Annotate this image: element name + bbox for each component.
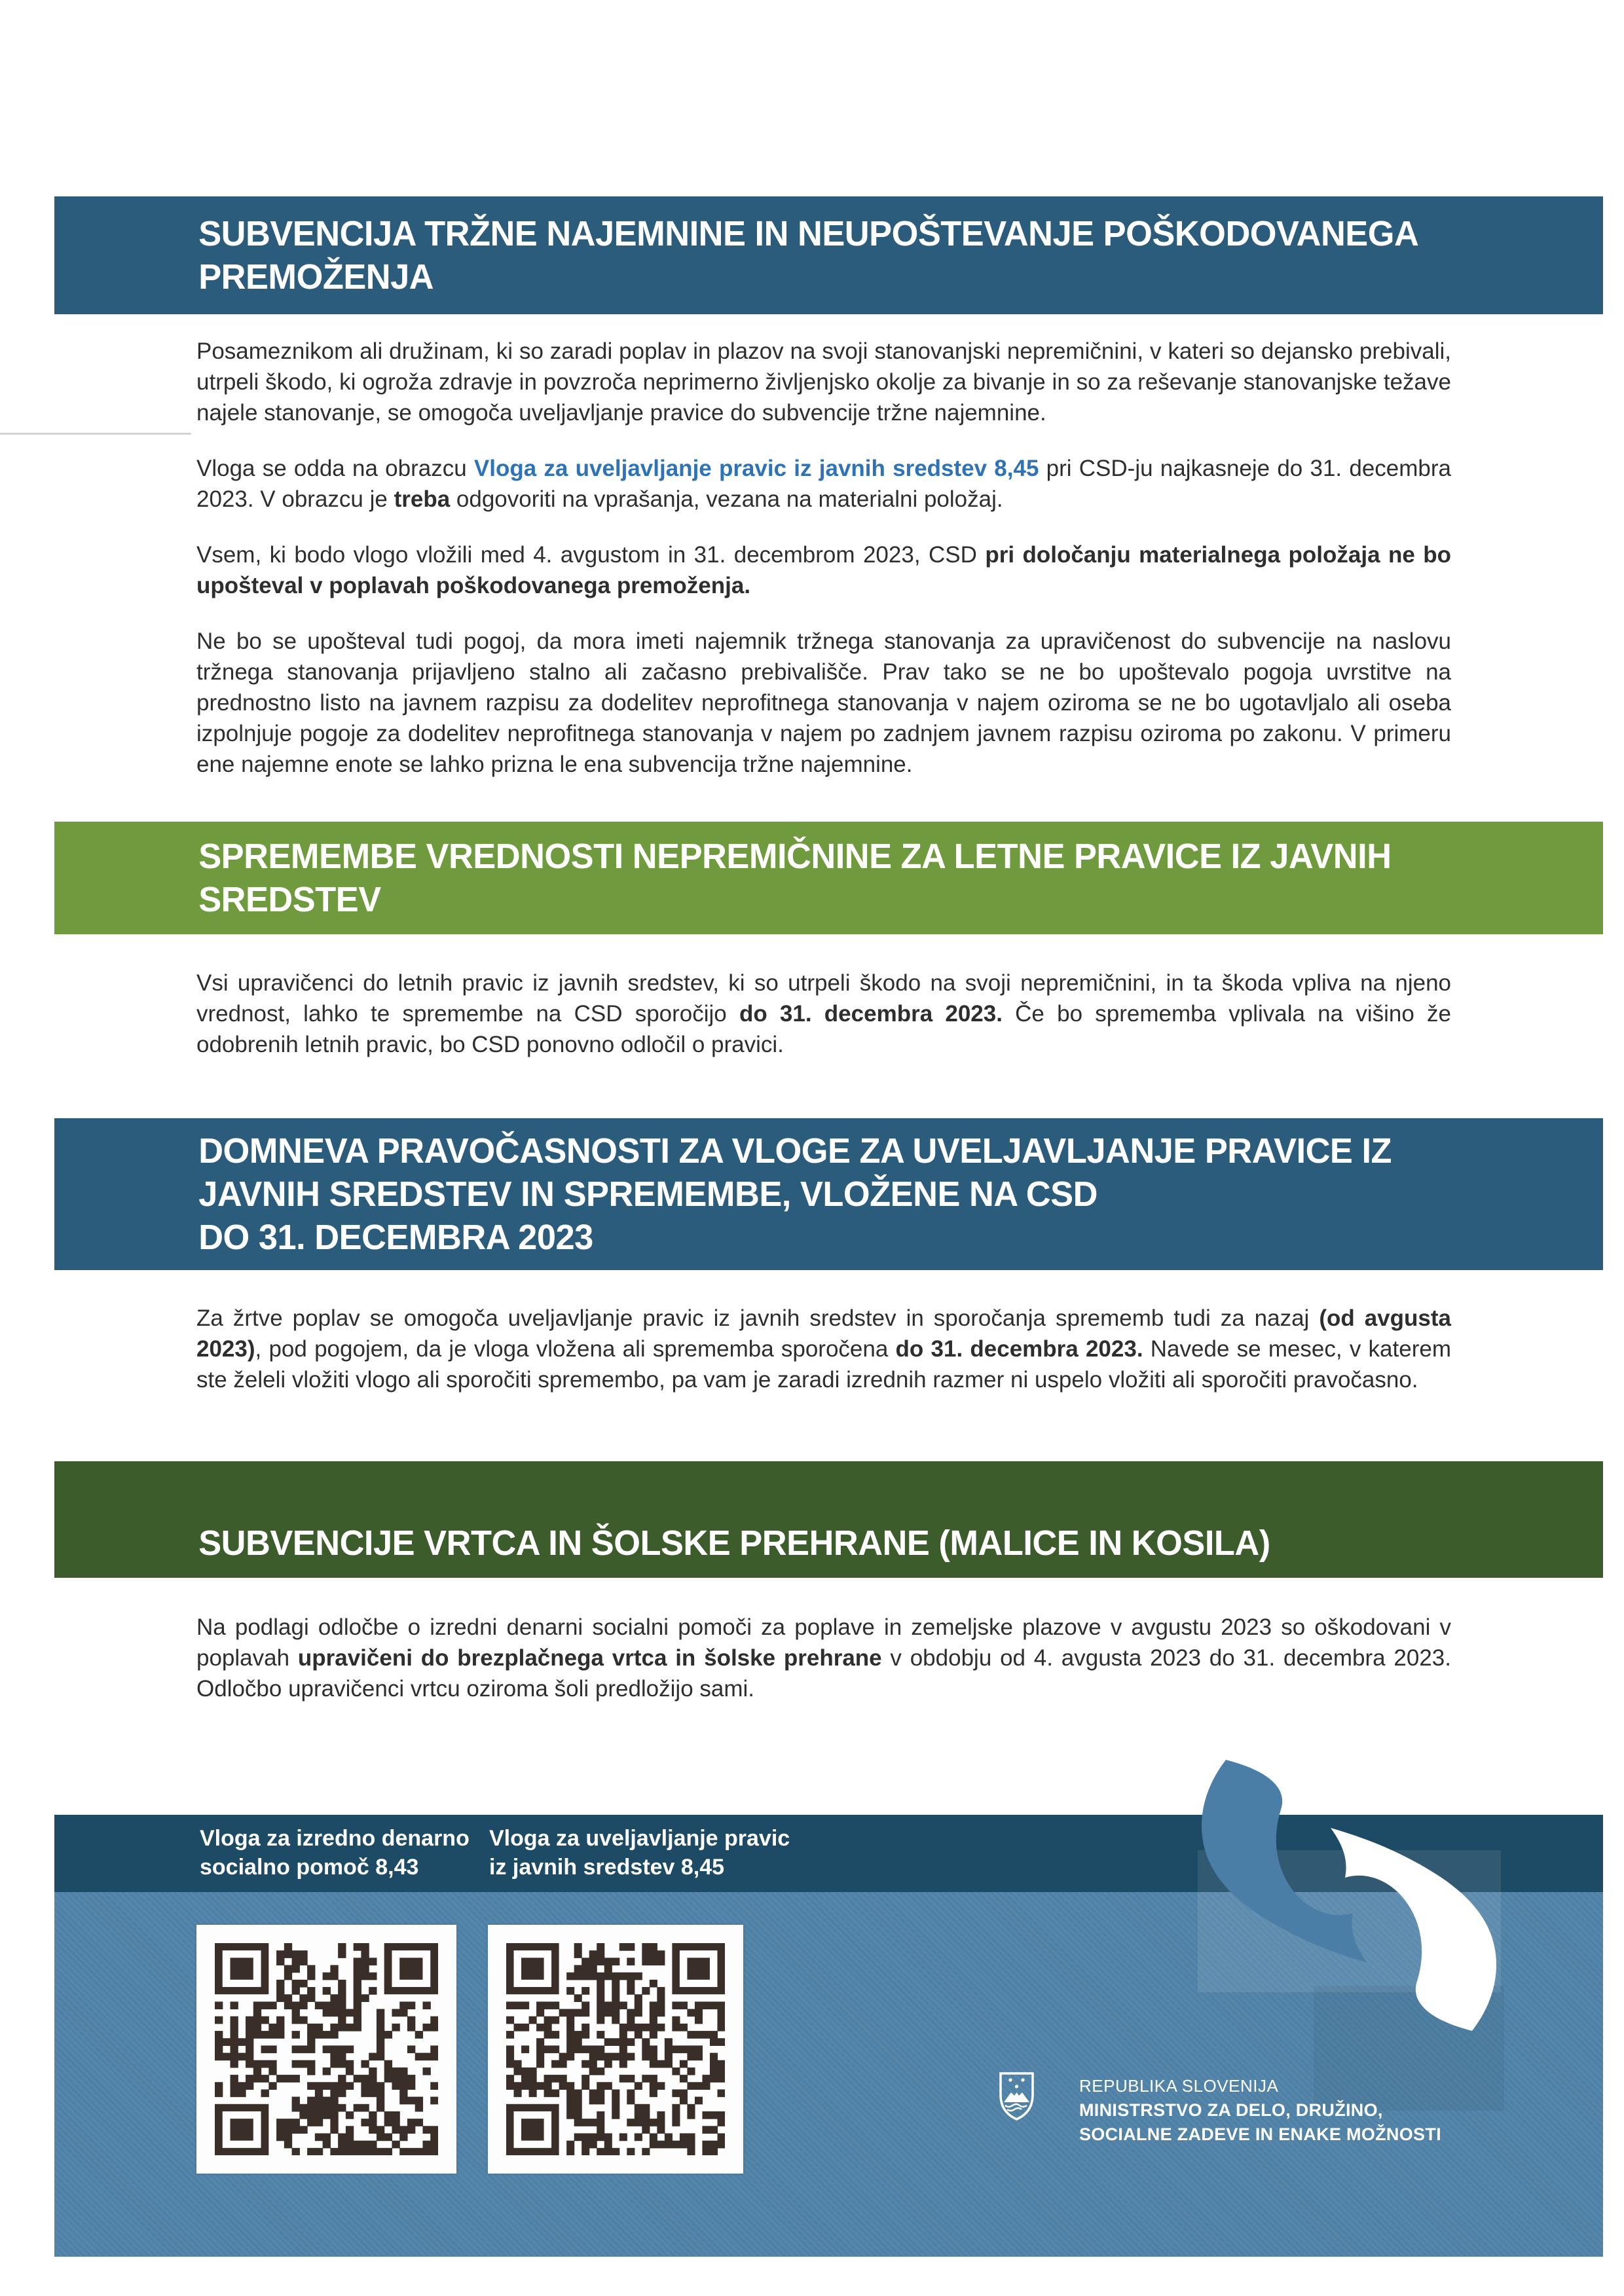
text-segment: v obdobju od 4. avgusta 2023 do 31. decembra 2023. Odločbo upravičenci vrtcu oziroma šoli predložijo sami. xyxy=(196,1645,1451,1702)
text-segment-bold: do 31. decembra 2023. xyxy=(739,1001,1003,1027)
text-segment-bold: do 31. decembra 2023. xyxy=(895,1336,1143,1362)
section1-title: SUBVENCIJA TRŽNE NAJEMNINE IN NEUPOŠTEVANJE POŠKODOVANEGA PREMOŽENJA xyxy=(198,214,1419,297)
text-segment-bold: (od avgusta 2023) xyxy=(196,1305,1451,1362)
text-segment: pri CSD-ju najkasneje do 31. decembra 2023. V obrazcu je xyxy=(196,456,1451,512)
paragraph-domneva xyxy=(196,1303,1451,1395)
paragraph-subvencija-intro xyxy=(196,336,1451,428)
section3-header-bar xyxy=(54,1118,1603,1270)
qr-code-social-assistance-icon xyxy=(196,1925,456,2174)
paragraph-vloga-obrazec xyxy=(196,453,1451,515)
qr-label-social-assistance: Vloga za izredno denarno socialno pomoč 8,43 xyxy=(200,1826,470,1880)
text-segment-bold: pri določanju materialnega položaja ne bo upošteval v poplavah poškodovanega premoženja. xyxy=(196,542,1451,598)
ministry-block xyxy=(997,2070,1441,2147)
paragraph-vrtec-prehrana xyxy=(196,1612,1451,1704)
qr-code-public-funds-icon xyxy=(488,1925,743,2174)
text-segment: , pod pogojem, da je vloga vložena ali sprememba sporočena xyxy=(255,1336,896,1362)
qr-label-public-funds: Vloga za uveljavljanje pravic iz javnih sredstev 8,45 xyxy=(489,1826,790,1880)
section1-header-bar xyxy=(54,196,1603,314)
text-segment-bold: treba xyxy=(394,486,451,512)
section4-header-bar xyxy=(54,1461,1603,1578)
ministry-name: MINISTRSTVO ZA DELO, DRUŽINO, SOCIALNE ZADEVE IN ENAKE MOŽNOSTI xyxy=(1079,2100,1441,2144)
paragraph-pogoji xyxy=(196,626,1451,780)
paragraph-spremembe-vrednosti xyxy=(196,968,1451,1060)
section4-title: SUBVENCIJE VRTCA IN ŠOLSKE PREHRANE (MALICE IN KOSILA) xyxy=(198,1523,1270,1563)
form-name-link: Vloga za uveljavljanje pravic iz javnih sredstev 8,45 xyxy=(473,456,1039,481)
coat-of-arms-icon xyxy=(997,2070,1036,2123)
text-segment: Navede se mesec, v katerem ste želeli vložiti vlogo ali sporočiti spremembo, pa vam je zaradi izrednih razmer ni uspelo vložiti ali sporočiti pravočasno. xyxy=(196,1336,1451,1393)
hands-logo-icon xyxy=(1192,1755,1506,2036)
text-segment: Vsem, ki bodo vlogo vložili med 4. avgustom in 31. decembrom 2023, CSD xyxy=(196,542,986,568)
section2-title: SPREMEMBE VREDNOSTI NEPREMIČNINE ZA LETNE PRAVICE IZ JAVNIH SREDSTEV xyxy=(198,837,1392,919)
section3-title: DOMNEVA PRAVOČASNOSTI ZA VLOGE ZA UVELJAVLJANJE PRAVICE IZ JAVNIH SREDSTEV IN SPREMEMBE, VLOŽENE NA CSD DO 31. DECEMBRA 2023 xyxy=(198,1131,1392,1257)
text-segment: odgovoriti na vprašanja, vezana na materialni položaj. xyxy=(450,486,1003,512)
text-segment: Vloga se odda na obrazcu xyxy=(196,456,474,481)
paragraph-vsem-vlogo xyxy=(196,539,1451,601)
text-segment: Ne bo se upošteval tudi pogoj, da mora imeti najemnik tržnega stanovanja za upravičenost do subvencije na naslovu tržnega stanovanja prijavljeno stalno ali začasno prebivališče. Prav tako se ne bo upoštevalo pogoja uvrstitve na prednostno listo na javnem razpisu za dodelitev neprofitnega stanovanja v najem oziroma se ne bo ugotavljalo ali oseba izpolnjuje pogoje za dodelitev neprofitnega stanovanja v najem po zadnjem javnem razpisu oziroma po zakonu. V primeru ene najemne enote se lahko prizna le ena subvencija tržne najemnine. xyxy=(196,629,1451,777)
text-segment: Vsi upravičenci do letnih pravic iz javnih sredstev, ki so utrpeli škodo na svoji nepremičnini, in ta škoda vpliva na njeno vrednost, lahko te spremembe na CSD sporočijo xyxy=(196,970,1451,1027)
text-segment-bold: upravičeni do brezplačnega vrtca in šolske prehrane xyxy=(297,1645,882,1671)
section2-header-bar xyxy=(54,822,1603,934)
scan-artifact-line xyxy=(0,433,191,435)
ministry-text xyxy=(1079,2070,1441,2147)
text-segment: Posameznikom ali družinam, ki so zaradi poplav in plazov na svoji stanovanjski nepremičnini, v kateri so dejansko prebivali, utrpeli škodo, ki ogroža zdravje in povzroča neprimerno življenjsko okolje za bivanje in so za reševanje stanovanjske težave najele stanovanje, se omogoča uveljavljanje pravice do subvencije tržne najemnine. xyxy=(196,338,1451,426)
republic-label: REPUBLIKA SLOVENIJA xyxy=(1079,2076,1279,2096)
text-segment: Za žrtve poplav se omogoča uveljavljanje pravic iz javnih sredstev in sporočanja sprememb tudi za nazaj xyxy=(196,1305,1320,1331)
text-segment: Na podlagi odločbe o izredni denarni socialni pomoči za poplave in zemeljske plazove v avgustu 2023 so oškodovani v poplavah xyxy=(196,1614,1451,1671)
text-segment: Če bo sprememba vplivala na višino že odobrenih letnih pravic, bo CSD ponovno odločil o pravici. xyxy=(196,1001,1451,1057)
